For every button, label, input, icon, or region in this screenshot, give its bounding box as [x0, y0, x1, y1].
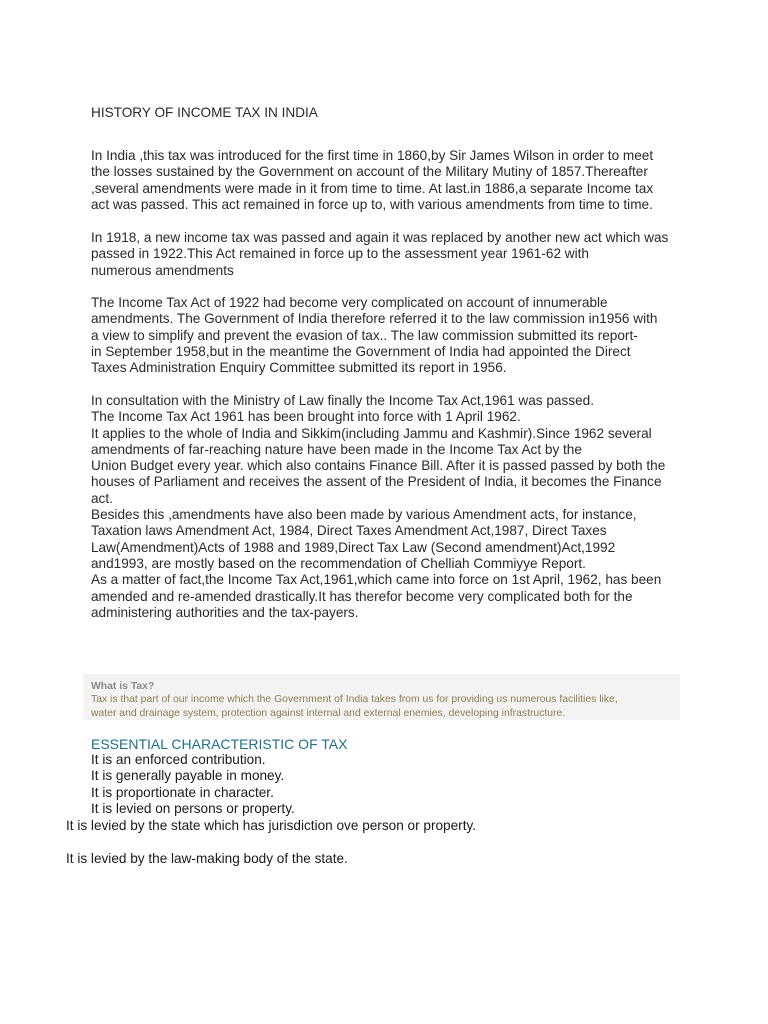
callout-title: What is Tax? — [91, 681, 155, 692]
text-line: Taxation laws Amendment Act, 1984, Direct Taxes Amendment Act,1987, Direct Taxes — [91, 523, 607, 539]
text-line: amendments. The Government of India therefore referred it to the law commission in1956 with — [91, 311, 658, 327]
text-line: Union Budget every year. which also contains Finance Bill. After it is passed passed by both the — [91, 458, 666, 474]
text-line: houses of Parliament and receives the assent of the President of India, it becomes the Finance — [91, 474, 662, 490]
text-line: Law(Amendment)Acts of 1988 and 1989,Direct Tax Law (Second amendment)Act,1992 — [91, 539, 616, 555]
text-line: and1993, are mostly based on the recommendation of Chelliah Commiyye Report. — [91, 555, 586, 571]
text-line: passed in 1922.This Act remained in force up to the assessment year 1961-62 with — [91, 246, 589, 262]
list-item: It is levied on persons or property. — [91, 800, 295, 816]
text-line: The Income Tax Act 1961 has been brought into force with 1 April 1962. — [91, 409, 521, 425]
paragraph-2 — [91, 230, 691, 279]
list-item: It is levied by the law-making body of the state. — [66, 851, 348, 866]
text-line: In consultation with the Ministry of Law finally the Income Tax Act,1961 was passed. — [91, 393, 594, 408]
essential-characteristics-heading: ESSENTIAL CHARACTERISTIC OF TAX — [91, 736, 348, 752]
text-line: the losses sustained by the Government on account of the Military Mutiny of 1857.Thereafter — [91, 164, 648, 180]
text-line: act was passed. This act remained in force up to, with various amendments from time to time. — [91, 196, 653, 212]
text-line: amended and re-amended drastically.It has therefor become very complicated both for the — [91, 588, 633, 604]
text-line: in September 1958,but in the meantime the Government of India had appointed the Direct — [91, 343, 631, 359]
page-title: HISTORY OF INCOME TAX IN INDIA — [91, 105, 318, 120]
list-item: It is generally payable in money. — [91, 768, 285, 784]
what-is-tax-callout — [83, 674, 680, 720]
paragraph-1 — [91, 148, 691, 213]
paragraph-4 — [91, 393, 691, 621]
text-line: It applies to the whole of India and Sikkim(including Jammu and Kashmir).Since 1962 several — [91, 425, 652, 441]
essential-characteristics-list — [91, 752, 295, 817]
text-line: ,several amendments were made in it from time to time. At last.in 1886,a separate Income tax — [91, 180, 654, 196]
text-line: In 1918, a new income tax was passed and again it was replaced by another new act which was — [91, 230, 669, 245]
text-line: act. — [91, 490, 113, 506]
callout-line: Tax is that part of our income which the Government of India takes from us for providing us numerous facilities like, — [91, 694, 618, 705]
callout-line: water and drainage system, protection against internal and external enemies, developing infrastructure. — [91, 707, 566, 719]
text-line: In India ,this tax was introduced for the first time in 1860,by Sir James Wilson in order to meet — [91, 148, 654, 163]
callout-body — [91, 693, 680, 720]
text-line: The Income Tax Act of 1922 had become very complicated on account of innumerable — [91, 295, 608, 310]
text-line: amendments of far-reaching nature have been made in the Income Tax Act by the — [91, 441, 582, 457]
paragraph-3 — [91, 295, 691, 376]
text-line: As a matter of fact,the Income Tax Act,1961,which came into force on 1st April, 1962, has been — [91, 572, 662, 588]
text-line: administering authorities and the tax-payers. — [91, 604, 359, 620]
text-line: Besides this ,amendments have also been made by various Amendment acts, for instance, — [91, 507, 637, 523]
list-item: It is proportionate in character. — [91, 784, 274, 800]
text-line: numerous amendments — [91, 262, 234, 278]
list-item: It is an enforced contribution. — [91, 752, 266, 767]
list-item: It is levied by the state which has jurisdiction ove person or property. — [66, 818, 477, 833]
text-line: Taxes Administration Enquiry Committee submitted its report in 1956. — [91, 360, 507, 376]
text-line: a view to simplify and prevent the evasion of tax.. The law commission submitted its report- — [91, 327, 638, 343]
